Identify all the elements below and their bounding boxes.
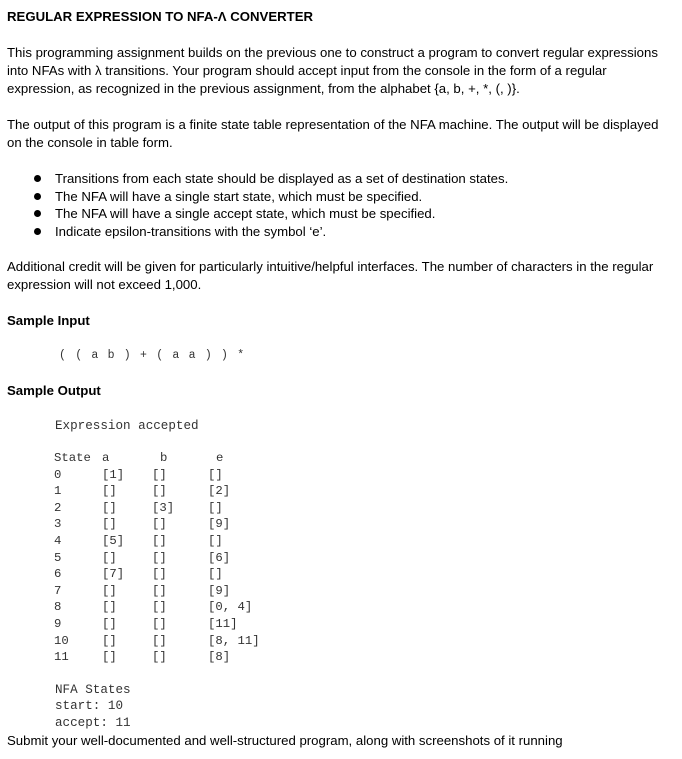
- cell-e: []: [208, 533, 223, 548]
- cell-b: []: [152, 616, 167, 631]
- cell-e: [9]: [208, 583, 231, 598]
- cell-a: []: [102, 583, 117, 598]
- cell-a: [7]: [102, 567, 125, 582]
- table-row: [54, 550, 296, 567]
- table-row: [54, 533, 296, 550]
- cell-state: 11: [54, 650, 69, 665]
- list-item: Transitions from each state should be displayed as a set of destination states.: [55, 170, 675, 188]
- cell-state: 9: [54, 616, 62, 631]
- table-row: [54, 616, 296, 633]
- table-row: [54, 500, 296, 517]
- table-row: [54, 516, 296, 533]
- cell-e: [2]: [208, 484, 231, 499]
- table-row: [54, 483, 296, 500]
- cell-b: []: [152, 550, 167, 565]
- accept-state: accept: 11: [55, 715, 131, 730]
- cell-b: []: [152, 650, 167, 665]
- cell-e: [8]: [208, 650, 231, 665]
- sample-input-label: Sample Input: [7, 313, 90, 328]
- cell-e: []: [208, 567, 223, 582]
- cell-b: []: [152, 600, 167, 615]
- nfa-states-block: [55, 682, 675, 732]
- cell-state: 1: [54, 484, 62, 499]
- cell-a: []: [102, 550, 117, 565]
- table-row: [54, 633, 296, 650]
- sample-input-expression: ( ( a b ) + ( a a ) ) *: [59, 349, 246, 362]
- cell-a: []: [102, 600, 117, 615]
- cell-e: [6]: [208, 550, 231, 565]
- cell-a: [1]: [102, 467, 125, 482]
- requirements-list: [7, 170, 675, 240]
- cell-a: []: [102, 517, 117, 532]
- cell-e: []: [208, 500, 223, 515]
- header-a: a: [102, 451, 110, 465]
- document-page: [7, 8, 675, 750]
- cell-b: []: [152, 484, 167, 499]
- accepted-message: Expression accepted: [55, 419, 199, 433]
- cell-state: 7: [54, 583, 62, 598]
- cell-e: [8, 11]: [208, 633, 260, 648]
- cell-e: []: [208, 467, 223, 482]
- cell-e: [11]: [208, 616, 238, 631]
- cell-state: 5: [54, 550, 62, 565]
- table-row: [54, 467, 296, 484]
- cell-a: []: [102, 500, 117, 515]
- cell-state: 2: [54, 500, 62, 515]
- table-row: [54, 599, 296, 616]
- list-item: Indicate epsilon-transitions with the symbol ‘e’.: [55, 223, 675, 241]
- header-e: e: [216, 451, 224, 465]
- header-b: b: [160, 451, 168, 465]
- intro-paragraph: This programming assignment builds on the previous one to construct a program to convert regular expressions into NFAs with λ transitions. Your program should accept input from the console in the form of a regular expression, as recognized in the previous assignment, from the alphabet {a, b, +, *, (, )}.: [7, 45, 658, 96]
- cell-e: [9]: [208, 517, 231, 532]
- document-title: REGULAR EXPRESSION TO NFA-Λ CONVERTER: [7, 9, 314, 24]
- cell-state: 4: [54, 533, 62, 548]
- cell-a: []: [102, 633, 117, 648]
- cell-b: []: [152, 467, 167, 482]
- cell-state: 8: [54, 600, 62, 615]
- table-row: [54, 649, 296, 666]
- nfa-state-table: [54, 450, 296, 666]
- table-header-row: [54, 450, 296, 467]
- cell-b: []: [152, 567, 167, 582]
- cell-b: []: [152, 583, 167, 598]
- cell-state: 10: [54, 633, 69, 648]
- cell-b: []: [152, 517, 167, 532]
- cell-b: []: [152, 633, 167, 648]
- submit-paragraph: Submit your well-documented and well-structured program, along with screenshots of it running: [7, 732, 563, 748]
- cell-e: [0, 4]: [208, 600, 253, 615]
- cell-b: []: [152, 533, 167, 548]
- output-paragraph: The output of this program is a finite state table representation of the NFA machine. The output will be displayed on the console in table form.: [7, 117, 659, 150]
- cell-a: []: [102, 484, 117, 499]
- cell-a: []: [102, 650, 117, 665]
- cell-state: 6: [54, 567, 62, 582]
- header-state: State: [54, 451, 91, 465]
- cell-state: 0: [54, 467, 62, 482]
- cell-a: [5]: [102, 533, 125, 548]
- sample-output-label: Sample Output: [7, 383, 101, 398]
- table-row: [54, 566, 296, 583]
- start-state: start: 10: [55, 699, 124, 714]
- list-item: The NFA will have a single accept state, which must be specified.: [55, 205, 675, 223]
- list-item: The NFA will have a single start state, which must be specified.: [55, 188, 675, 206]
- cell-state: 3: [54, 517, 62, 532]
- table-row: [54, 583, 296, 600]
- credit-paragraph: Additional credit will be given for particularly intuitive/helpful interfaces. The number of characters in the regular expression will not exceed 1,000.: [7, 259, 654, 292]
- cell-b: [3]: [152, 500, 175, 515]
- cell-a: []: [102, 616, 117, 631]
- nfa-states-title: NFA States: [55, 682, 131, 697]
- table-body: [54, 467, 296, 666]
